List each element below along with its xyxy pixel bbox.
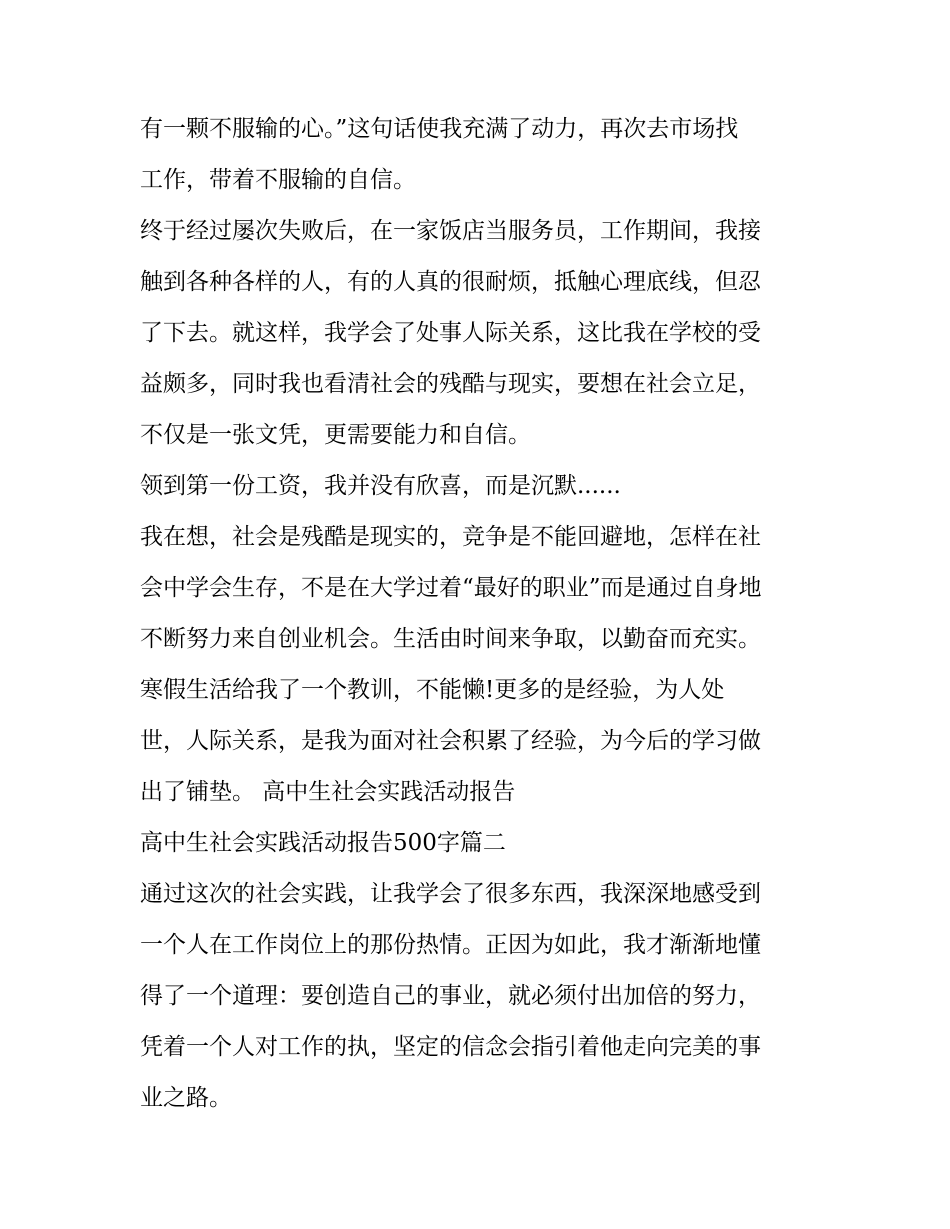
text-line: 终于经过屡次失败后，在一家饭店当服务员，工作期间，我接 bbox=[140, 218, 761, 244]
text-line: 会中学会生存，不是在大学过着“最好的职业”而是通过自身地 bbox=[140, 575, 762, 601]
text-line: 出了铺垫。 高中生社会实践活动报告 bbox=[140, 779, 516, 805]
text-line: 不仅是一张文凭，更需要能力和自信。 bbox=[140, 422, 531, 448]
text-line: 一个人在工作岗位上的那份热情。正因为如此，我才渐渐地懂 bbox=[140, 932, 761, 958]
text-line: 益颇多，同时我也看清社会的残酷与现实，要想在社会立足， bbox=[140, 371, 761, 397]
section-heading: 高中生社会实践活动报告500字篇二 bbox=[140, 830, 506, 856]
text-line: 工作，带着不服输的自信。 bbox=[140, 167, 416, 193]
text-line: 触到各种各样的人，有的人真的很耐烦，抵触心理底线，但忍 bbox=[140, 269, 761, 295]
text-line: 我在想，社会是残酷是现实的，竞争是不能回避地，怎样在社 bbox=[140, 524, 761, 550]
text-line: 不断努力来自创业机会。生活由时间来争取，以勤奋而充实。 bbox=[140, 626, 761, 652]
text-line: 了下去。就这样，我学会了处事人际关系，这比我在学校的受 bbox=[140, 320, 761, 346]
text-line: 通过这次的社会实践，让我学会了很多东西，我深深地感受到 bbox=[140, 881, 761, 907]
text-line: 业之路。 bbox=[140, 1085, 232, 1111]
text-line: 得了一个道理：要创造自己的事业，就必须付出加倍的努力， bbox=[140, 983, 761, 1009]
text-line: 凭着一个人对工作的执，坚定的信念会指引着他走向完美的事 bbox=[140, 1034, 761, 1060]
text-line: 有一颗不服输的心。”这句话使我充满了动力，再次去市场找 bbox=[140, 116, 739, 142]
text-line: 寒假生活给我了一个教训，不能懒!更多的是经验，为人处 bbox=[140, 677, 725, 703]
text-line: 领到第一份工资，我并没有欣喜，而是沉默...... bbox=[140, 473, 621, 499]
document-body bbox=[140, 110, 820, 1130]
text-line: 世，人际关系，是我为面对社会积累了经验，为今后的学习做 bbox=[140, 728, 761, 754]
